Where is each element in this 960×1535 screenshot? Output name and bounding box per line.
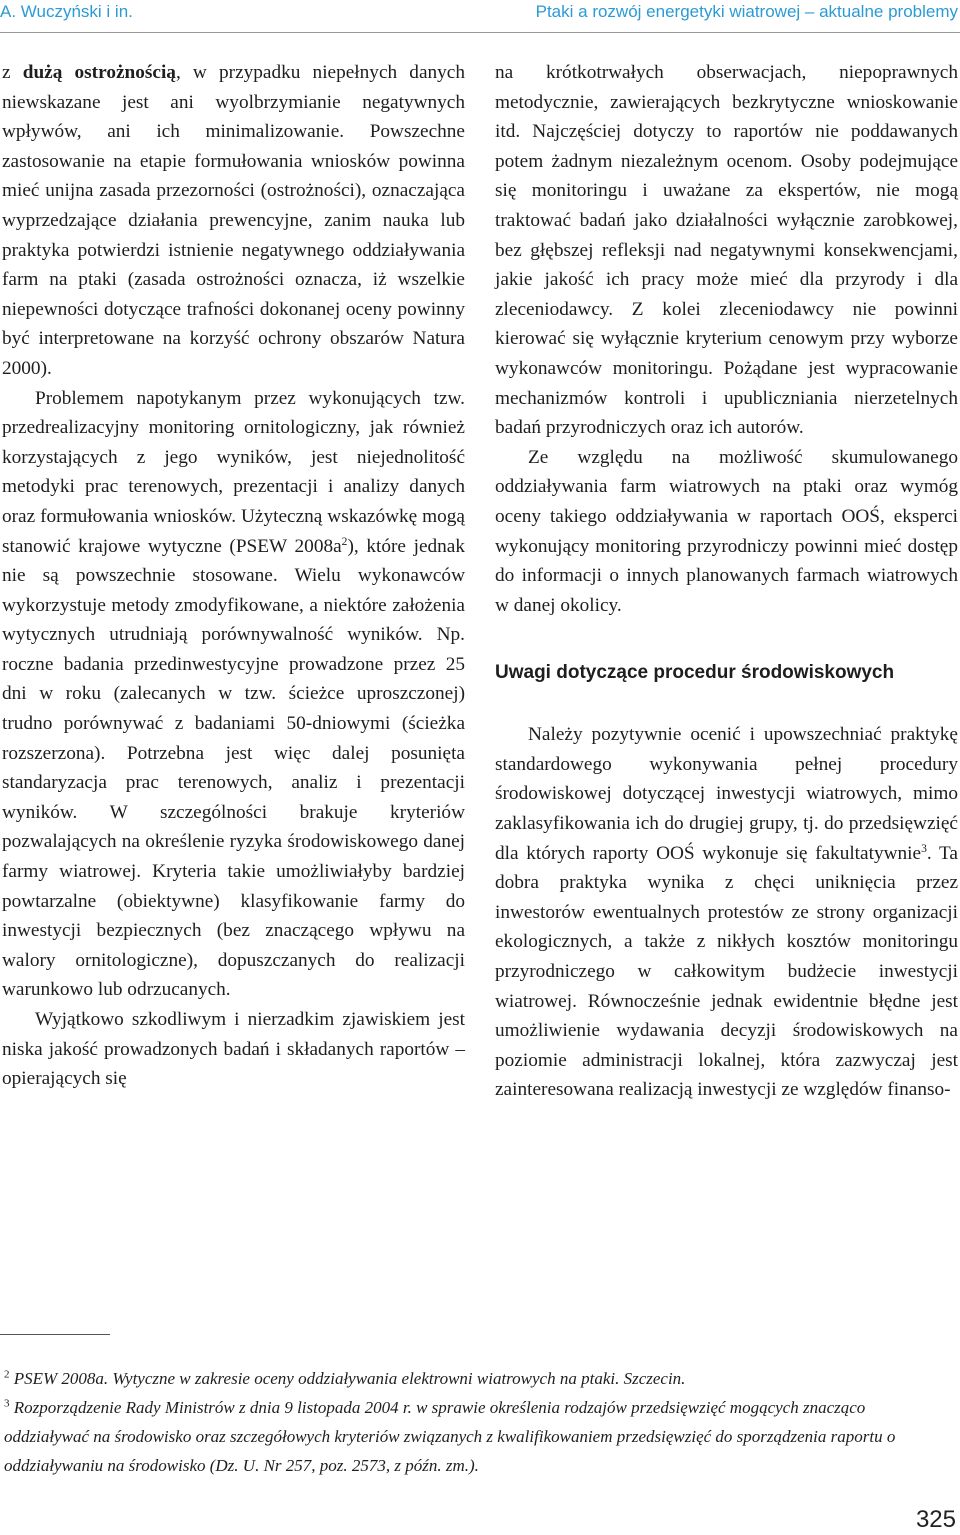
section-heading: Uwagi dotyczące procedur środowiskowych — [495, 662, 895, 684]
footnote-3 — [4, 1393, 952, 1480]
text-run: ), które jednak nie są powszechnie stosowane. Wielu wykonawców wykorzystuje metody zmodyfikowane, a niektóre założenia wytycznych utrudniają porównywalność wyników. Np. roczne badania przedinwestycyjne prowadzone przez 25 dni w roku (zalecanych w tzw. ścieżce uproszczonej) trudno porównywać z badaniami 50-dniowymi (ścieżka rozszerzona). Potrzebna jest więc dalej posunięta standaryzacja prac terenowych, analiz i prezentacji wyników. W szczególności brakuje kryteriów pozwalających na określenie ryzyka środowiskowego danej farmy wiatrowej. Kryteria takie umożliwiałyby bardziej powtarzalne (obiektywne) klasyfikowanie farmy do inwestycji bezpiecznych (bez znaczącego wpływu na walory ornitologiczne), dopuszczanych do realizacji warunkowo lub odrzucanych. — [2, 535, 465, 1001]
footnote-text: PSEW 2008a. Wytyczne w zakresie oceny oddziaływania elektrowni wiatrowych na ptaki. Szczecin. — [13, 1369, 686, 1388]
footnote-number: 3 — [4, 1397, 10, 1410]
text-run: Problemem napotykanym przez wykonujących tzw. przedrealizacyjny monitoring ornitologiczny, jak również korzystających z jego wyników, jest niejednolitość metodyki prac terenowych, prezentacji i analizy danych oraz formułowania wniosków. Użyteczną wskazówkę mogą stanowić krajowe wytyczne (PSEW 2008a — [2, 387, 465, 557]
text-run: z — [2, 62, 23, 83]
footnote-2 — [4, 1364, 952, 1393]
right-paragraph-1: na krótkotrwałych obserwacjach, niepoprawnych metodycznie, zawierających bezkrytyczne wnioskowanie itd. Najczęściej dotyczy to raportów nie poddawanych potem żadnym niezależnym ocenom. Osoby podejmujące się monitoringu i uważane za ekspertów, nie mogą traktować badań jako działalności wyłącznie zarobkowej, bez głębszej refleksji nad negatywnymi konsekwencjami, jakie jakość ich pracy może mieć dla przyrody i dla zleceniodawcy. Z kolei zleceniodawcy nie powinni kierować się wyłącznie kryterium cenowym przy wyborze wykonawców monitoringu. Pożądane jest wypracowanie mechanizmów kontroli i upubliczniania nierzetelnych badań przyrodniczych oraz ich autorów. — [495, 62, 958, 439]
left-paragraph-2 — [2, 384, 465, 1005]
left-paragraph-3: Wyjątkowo szkodliwym i nierzadkim zjawiskiem jest niska jakość prowadzonych badań i składanych raportów – opierających się — [2, 1009, 465, 1090]
header-divider — [0, 32, 960, 33]
text-run: Należy pozytywnie ocenić i upowszechniać praktykę standardowego wykonywania pełnej procedury środowiskowej dotyczącej inwestycji wiatrowych, mimo zaklasyfikowania ich do drugiej grupy, tj. do przedsięwzięć dla których raporty OOŚ wykonuje się fakultatywnie — [495, 724, 958, 864]
footnote-ref-3[interactable]: 3 — [921, 841, 927, 855]
footnote-number: 2 — [4, 1368, 10, 1381]
text-run: . Ta dobra praktyka wynika z chęci uniknięcia przez inwestorów ewentualnych protestów ze strony organizacji ekologicznych, a także z nikłych kosztów monitoringu przyrodniczego w całkowitym budżecie inwestycji wiatrowej. Równocześnie jednak ewidentnie błędne jest umożliwienie wydawania decyzji środowiskowych na poziomie administracji lokalnej, która zazwyczaj jest zainteresowana realizacją inwestycji ze względów finanso- — [495, 842, 958, 1101]
footnote-divider — [0, 1334, 110, 1335]
text-run: , w przypadku niepełnych danych niewskazane jest ani wyolbrzymianie negatywnych wpływów, ani ich minimalizowanie. Powszechne zastosowanie na etapie formułowania wniosków powinna mieć unijna zasada przezorności (ostrożności), oznaczająca wyprzedzające działania prewencyjne, zanim nauka lub praktyka potwierdzi istnienie negatywnego oddziaływania farm na ptaki (zasada ostrożności oznacza, iż wszelkie niepewności dotyczące trafności dokonanej oceny powinny być interpretowane na korzyść ochrony obszarów Natura 2000). — [2, 62, 465, 379]
right-paragraph-3 — [495, 720, 958, 1105]
right-column — [495, 58, 958, 1105]
header-title: Ptaki a rozwój energetyki wiatrowej – aktualne problemy — [535, 2, 958, 21]
running-header — [0, 2, 960, 26]
left-column — [2, 58, 465, 1094]
footnote-text: Rozporządzenie Rady Ministrów z dnia 9 listopada 2004 r. w sprawie określenia rodzajów przedsięwzięć mogących znacząco oddziaływać na środowisko oraz szczegółowych kryteriów związanych z kwalifikowaniem przedsięwzięć do sporządzenia raportu o oddziaływaniu na środowisko (Dz. U. Nr 257, poz. 2573, z późn. zm.). — [4, 1398, 896, 1475]
right-paragraph-2: Ze względu na możliwość skumulowanego oddziaływania farm wiatrowych na ptaki oraz wymóg oceny takiego oddziaływania w raportach OOŚ, eksperci wykonujący monitoring przyrodniczy powinni mieć dostęp do informacji o innych planowanych farmach wiatrowych w danej okolicy. — [495, 446, 958, 616]
bold-emphasis: dużą ostrożnością — [22, 62, 176, 83]
page-number: 325 — [915, 1506, 956, 1533]
header-authors: A. Wuczyński i in. — [0, 2, 133, 21]
footnote-ref-2[interactable]: 2 — [341, 534, 348, 548]
left-paragraph-1 — [2, 58, 465, 384]
